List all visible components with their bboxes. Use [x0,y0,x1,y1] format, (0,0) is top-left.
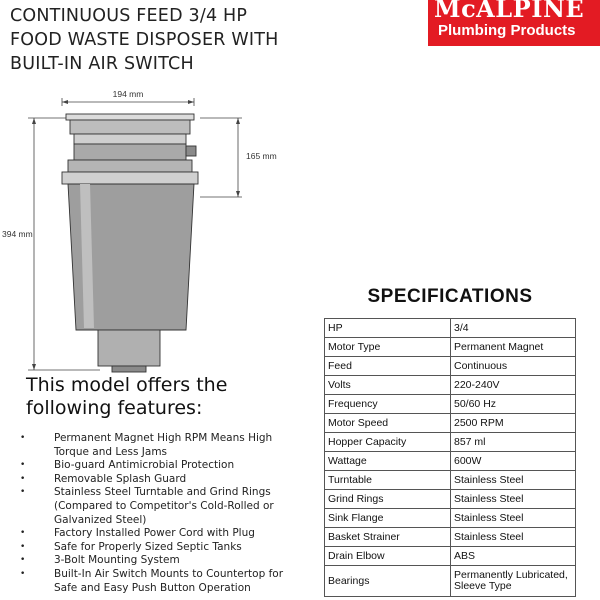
table-row [325,471,576,490]
product-title-line-1: CONTINUOUS FEED 3/4 HP [10,6,248,26]
spec-label: Hopper Capacity [325,433,451,452]
features-heading-line-1: This model offers the [26,374,228,396]
spec-label: HP [325,319,451,338]
upper-height-label: 165 mm [246,151,277,161]
features-heading [26,374,286,420]
spec-value: 220-240V [451,376,576,395]
width-dimension-label: 194 mm [112,89,144,99]
spec-value: Stainless Steel [451,509,576,528]
features-list [14,432,304,595]
table-row [325,566,576,597]
bullet-icon: • [20,555,26,566]
spec-value: ABS [451,547,576,566]
disposer-drawing [0,80,277,380]
spec-label: Motor Type [325,338,451,357]
spec-value: Continuous [451,357,576,376]
feature-item: • Factory Installed Power Cord with Plug [20,527,255,540]
bullet-icon: • [20,541,26,552]
spec-value: Permanent Magnet [451,338,576,357]
bullet-icon: • [20,487,26,498]
table-row [325,452,576,471]
spec-label: Feed [325,357,451,376]
brand-subtitle: Plumbing Products [438,22,576,39]
spec-label: Grind Rings [325,490,451,509]
spec-value: 2500 RPM [451,414,576,433]
feature-item: • Built-In Air Switch Mounts to Countertop for Safe and Easy Push Button Operation [20,567,284,594]
feature-item: • Safe for Properly Sized Septic Tanks [20,540,242,553]
feature-item: • 3-Bolt Mounting System [20,554,180,567]
table-row [325,338,576,357]
spec-label: Drain Elbow [325,547,451,566]
table-row [325,528,576,547]
table-row [325,319,576,338]
table-row [325,490,576,509]
brand-logo [428,0,600,46]
spec-value: Stainless Steel [451,471,576,490]
width-dimension [62,89,194,106]
product-title-line-2: FOOD WASTE DISPOSER WITH [10,30,279,50]
table-row [325,509,576,528]
spec-label: Frequency [325,395,451,414]
spec-value: Permanently Lubricated, Sleeve Type [451,566,576,597]
table-row [325,414,576,433]
spec-value: 50/60 Hz [451,395,576,414]
product-title-line-3: BUILT-IN AIR SWITCH [10,54,194,74]
table-row [325,357,576,376]
spec-value: Stainless Steel [451,490,576,509]
total-height-label: 394 mm [2,229,33,239]
spec-label: Bearings [325,566,451,597]
bullet-icon: • [20,433,26,443]
bullet-icon: • [20,460,26,471]
table-row [325,376,576,395]
spec-label: Turntable [325,471,451,490]
feature-item: • Removable Splash Guard [20,472,187,485]
bullet-icon: • [20,473,26,484]
bullet-icon: • [20,528,26,539]
spec-label: Motor Speed [325,414,451,433]
specifications-table [324,318,576,597]
spec-label: Sink Flange [325,509,451,528]
feature-item: • Permanent Magnet High RPM Means High Torque and Less Jams [20,432,273,458]
table-row [325,433,576,452]
spec-label: Volts [325,376,451,395]
spec-value: 600W [451,452,576,471]
table-row [325,547,576,566]
features-heading-line-2: following features: [26,397,203,419]
feature-item: • Stainless Steel Turntable and Grind Rings (Compared to Competitor's Cold-Rolled or Galvanized Steel) [20,486,274,526]
feature-item: • Bio-guard Antimicrobial Protection [20,459,235,472]
table-row [325,395,576,414]
spec-value: 857 ml [451,433,576,452]
brand-name: McALPINE [434,0,585,23]
spec-value: Stainless Steel [451,528,576,547]
upper-height-dimension [200,118,277,197]
specifications-heading: SPECIFICATIONS [367,286,533,307]
spec-value: 3/4 [451,319,576,338]
spec-label: Basket Strainer [325,528,451,547]
disposer-body [62,114,198,372]
spec-label: Wattage [325,452,451,471]
product-title [10,4,420,76]
bullet-icon: • [20,568,26,579]
